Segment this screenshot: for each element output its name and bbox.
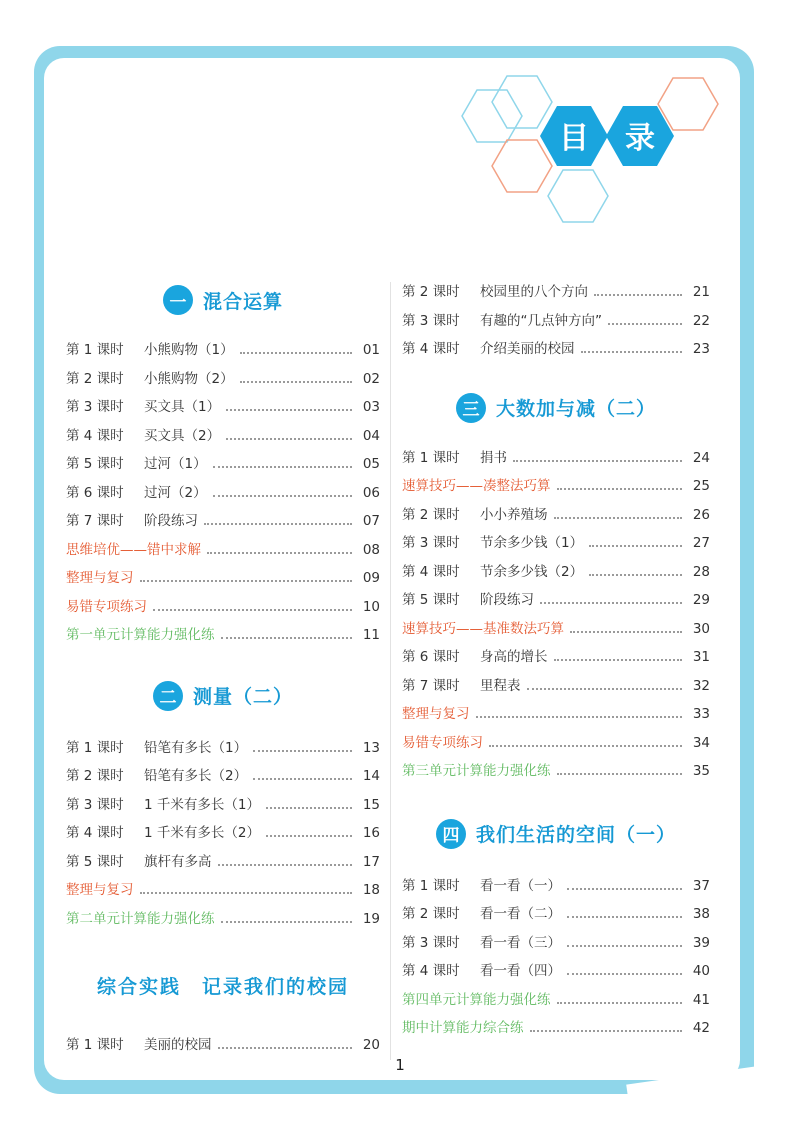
hexagon-outline-orange: [658, 78, 718, 130]
toc-page-number: 41: [692, 991, 710, 1008]
toc-entry-title: 小熊购物（1）: [144, 342, 234, 358]
toc-lesson-number: 第 6 课时: [402, 649, 460, 665]
toc-leader-dots: [530, 1030, 683, 1032]
toc-entry[interactable]: [402, 1014, 710, 1043]
toc-entry-title: 看一看（三）: [480, 934, 561, 951]
unit-heading: [402, 812, 710, 856]
toc-page-number: 34: [692, 734, 710, 751]
toc-entry[interactable]: [66, 791, 380, 820]
toc-entry-title: 整理与复习: [66, 882, 134, 898]
toc-entry[interactable]: [402, 872, 710, 901]
toc-page-number: 10: [362, 598, 380, 615]
title-char-1: 目: [559, 121, 589, 156]
hexagon-outline-blue: [462, 90, 522, 142]
toc-leader-dots: [221, 921, 353, 923]
toc-entry-title: 过河（1）: [144, 456, 207, 472]
toc-entry[interactable]: [402, 929, 710, 958]
toc-entry[interactable]: [66, 621, 380, 650]
toc-entry-title: 易错专项练习: [402, 734, 483, 751]
unit-title: 测量（二）: [192, 686, 293, 708]
toc-leader-dots: [140, 580, 353, 582]
toc-leader-dots: [589, 574, 682, 576]
toc-lesson-number: 第 4 课时: [66, 825, 124, 841]
toc-entry[interactable]: [402, 444, 710, 473]
toc-page-number: 30: [692, 620, 710, 637]
toc-entry[interactable]: [66, 848, 380, 877]
toc-entry[interactable]: [402, 700, 710, 729]
toc-entry-title: 看一看（一）: [480, 877, 561, 894]
toc-entry[interactable]: [402, 900, 710, 929]
toc-page-number: 32: [692, 677, 710, 694]
toc-entry-title: 第一单元计算能力强化练: [66, 627, 215, 643]
toc-page-number: 31: [692, 649, 710, 665]
toc-entry[interactable]: [66, 762, 380, 791]
toc-leader-dots: [527, 688, 683, 690]
toc-entry-title: 整理与复习: [66, 570, 134, 586]
toc-page-number: 37: [692, 877, 710, 894]
toc-leader-dots: [140, 892, 353, 894]
toc-page-number: 09: [362, 570, 380, 586]
toc-page-number: 14: [362, 768, 380, 784]
toc-entry[interactable]: [66, 336, 380, 365]
toc-entry[interactable]: [66, 905, 380, 934]
toc-leader-dots: [513, 460, 682, 462]
toc-entry-title: 铅笔有多长（2）: [144, 768, 248, 784]
toc-entry[interactable]: [402, 307, 710, 336]
toc-entry[interactable]: [402, 472, 710, 501]
toc-entry-title: 思维培优——错中求解: [66, 541, 201, 558]
toc-list: [402, 872, 710, 1043]
toc-leader-dots: [589, 545, 682, 547]
toc-leader-dots: [476, 716, 683, 718]
toc-page-number: 04: [362, 427, 380, 444]
toc-leader-dots: [557, 1002, 683, 1004]
toc-leader-dots: [554, 517, 683, 519]
toc-entry[interactable]: [402, 586, 710, 615]
unit-heading: [66, 963, 380, 1007]
toc-entry[interactable]: [402, 986, 710, 1015]
toc-entry[interactable]: [402, 501, 710, 530]
toc-lesson-number: 第 2 课时: [402, 506, 460, 523]
toc-lesson-number: 第 5 课时: [66, 456, 124, 472]
toc-page-number: 01: [362, 342, 380, 358]
unit-heading: [66, 674, 380, 718]
toc-entry[interactable]: [66, 393, 380, 422]
toc-entry[interactable]: [66, 507, 380, 536]
unit-number-badge: 三: [456, 393, 486, 423]
toc-leader-dots: [218, 1047, 353, 1049]
toc-page-number: 39: [692, 934, 710, 951]
toc-entry-title: 里程表: [480, 677, 521, 694]
toc-page-number: 21: [692, 284, 710, 300]
toc-page-number: 13: [362, 739, 380, 756]
toc-page-number: 26: [692, 506, 710, 523]
title-char-2: 录: [625, 121, 655, 156]
hexagon-outline-blue: [492, 76, 552, 128]
toc-page-number: 38: [692, 906, 710, 922]
toc-leader-dots: [213, 466, 352, 468]
toc-entry-title: 买文具（1）: [144, 399, 221, 415]
toc-leader-dots: [153, 609, 352, 611]
toc-entry-title: 易错专项练习: [66, 598, 147, 615]
toc-page-number: 28: [692, 563, 710, 580]
toc-entry-title: 阶段练习: [144, 513, 198, 529]
hexagon-outline-orange: [492, 140, 552, 192]
toc-leader-dots: [489, 745, 682, 747]
toc-entry[interactable]: [66, 450, 380, 479]
toc-list: [66, 734, 380, 934]
toc-entry[interactable]: [66, 536, 380, 565]
toc-lesson-number: 第 2 课时: [402, 906, 460, 922]
toc-lesson-number: 第 1 课时: [66, 342, 124, 358]
toc-leader-dots: [608, 323, 682, 325]
toc-entry-title: 美丽的校园: [144, 1037, 212, 1053]
toc-page-number: 17: [362, 853, 380, 870]
toc-page-number: 07: [362, 513, 380, 529]
toc-page-number: 25: [692, 478, 710, 494]
page-number: 1: [395, 1056, 405, 1074]
toc-entry-title: 阶段练习: [480, 592, 534, 608]
toc-entry-title: 速算技巧——凑整法巧算: [402, 478, 551, 494]
toc-leader-dots: [540, 602, 682, 604]
toc-entry-title: 有趣的“几点钟方向”: [480, 312, 602, 329]
unit-number-badge: 一: [163, 285, 193, 315]
toc-lesson-number: 第 1 课时: [402, 877, 460, 894]
hexagon-outline-blue: [548, 170, 608, 222]
toc-page-number: 18: [362, 882, 380, 898]
toc-entry[interactable]: [402, 729, 710, 758]
toc-lesson-number: 第 1 课时: [66, 739, 124, 756]
toc-entry[interactable]: [402, 335, 710, 364]
toc-page-number: 20: [362, 1037, 380, 1053]
toc-lesson-number: 第 1 课时: [402, 449, 460, 466]
toc-page-number: 23: [692, 341, 710, 357]
toc-page-number: 24: [692, 449, 710, 466]
toc-entry-title: 第四单元计算能力强化练: [402, 991, 551, 1008]
unit-title: 混合运算: [202, 290, 283, 313]
toc-lesson-number: 第 4 课时: [402, 963, 460, 979]
unit-heading: [66, 278, 380, 322]
toc-entry[interactable]: [66, 422, 380, 451]
unit-number-badge: 二: [153, 681, 183, 711]
toc-entry-title: 节余多少钱（1）: [480, 535, 584, 551]
toc-page-number: 16: [362, 825, 380, 841]
toc-leader-dots: [554, 659, 683, 661]
toc-entry-title: 速算技巧——基准数法巧算: [402, 620, 564, 637]
toc-leader-dots: [567, 916, 682, 918]
unit-title: 大数加与减（二）: [495, 398, 656, 420]
toc-lesson-number: 第 2 课时: [66, 768, 124, 784]
toc-leader-dots: [221, 637, 353, 639]
toc-leader-dots: [567, 888, 682, 890]
toc-entry-title: 小熊购物（2）: [144, 370, 234, 387]
unit-heading: [402, 386, 710, 430]
toc-entry-title: 旗杆有多高: [144, 853, 212, 870]
toc-entry-title: 小小养殖场: [480, 506, 548, 523]
toc-entry-title: 铅笔有多长（1）: [144, 739, 248, 756]
toc-entry-title: 1 千米有多长（1）: [144, 796, 260, 813]
toc-entry-title: 节余多少钱（2）: [480, 563, 584, 580]
toc-entry-title: 期中计算能力综合练: [402, 1020, 524, 1036]
unit-title: 我们生活的空间（一）: [475, 824, 676, 846]
toc-lesson-number: 第 6 课时: [66, 484, 124, 501]
toc-entry[interactable]: [66, 734, 380, 763]
toc-lesson-number: 第 4 课时: [402, 341, 460, 357]
toc-page-number: 06: [362, 484, 380, 501]
toc-entry[interactable]: [66, 593, 380, 622]
toc-entry-title: 看一看（二）: [480, 906, 561, 922]
toc-leader-dots: [567, 973, 682, 975]
toc-leader-dots: [204, 523, 352, 525]
toc-leader-dots: [240, 352, 352, 354]
toc-page-number: 08: [362, 541, 380, 558]
toc-lesson-number: 第 2 课时: [66, 370, 124, 387]
toc-entry[interactable]: [66, 479, 380, 508]
toc-lesson-number: 第 3 课时: [66, 796, 124, 813]
toc-lesson-number: 第 2 课时: [402, 284, 460, 300]
toc-list: [66, 1031, 380, 1060]
toc-leader-dots: [581, 351, 683, 353]
toc-entry-title: 第二单元计算能力强化练: [66, 910, 215, 927]
toc-page-number: 29: [692, 592, 710, 608]
toc-entry-title: 校园里的八个方向: [480, 284, 588, 300]
toc-entry[interactable]: [402, 558, 710, 587]
toc-leader-dots: [213, 495, 352, 497]
toc-lesson-number: 第 5 课时: [66, 853, 124, 870]
toc-leader-dots: [253, 778, 352, 780]
toc-page-number: 15: [362, 796, 380, 813]
toc-lesson-number: 第 7 课时: [402, 677, 460, 694]
toc-entry[interactable]: [402, 957, 710, 986]
toc-lesson-number: 第 3 课时: [402, 312, 460, 329]
toc-page-number: 19: [362, 910, 380, 927]
toc-entry-title: 买文具（2）: [144, 427, 221, 444]
toc-page-number: 27: [692, 535, 710, 551]
toc-entry-title: 介绍美丽的校园: [480, 341, 575, 357]
toc-leader-dots: [557, 488, 683, 490]
toc-leader-dots: [594, 294, 682, 296]
toc-list: [402, 444, 710, 786]
toc-entry[interactable]: [66, 819, 380, 848]
toc-leader-dots: [218, 864, 353, 866]
toc-page-number: 03: [362, 399, 380, 415]
toc-entry-title: 第三单元计算能力强化练: [402, 763, 551, 779]
toc-leader-dots: [557, 773, 683, 775]
toc-lesson-number: 第 3 课时: [66, 399, 124, 415]
column-divider: [390, 282, 391, 1060]
toc-lesson-number: 第 4 课时: [402, 563, 460, 580]
toc-entry[interactable]: [66, 365, 380, 394]
toc-leader-dots: [207, 552, 352, 554]
toc-entry-title: 捐书: [480, 449, 507, 466]
toc-entry[interactable]: [402, 615, 710, 644]
toc-leader-dots: [567, 945, 682, 947]
toc-lesson-number: 第 1 课时: [66, 1037, 124, 1053]
toc-lesson-number: 第 4 课时: [66, 427, 124, 444]
title-hexagons: [420, 66, 740, 236]
toc-entry-title: 整理与复习: [402, 706, 470, 722]
toc-entry[interactable]: [402, 672, 710, 701]
toc-entry-title: 过河（2）: [144, 484, 207, 501]
toc-leader-dots: [266, 835, 352, 837]
toc-entry-title: 身高的增长: [480, 649, 548, 665]
toc-page-number: 35: [692, 763, 710, 779]
toc-page-number: 05: [362, 456, 380, 472]
toc-page-number: 42: [692, 1020, 710, 1036]
toc-page-number: 33: [692, 706, 710, 722]
toc-list: [66, 336, 380, 650]
toc-leader-dots: [253, 750, 352, 752]
toc-entry[interactable]: [402, 529, 710, 558]
toc-entry-title: 1 千米有多长（2）: [144, 825, 260, 841]
toc-left-column: [66, 278, 380, 1060]
toc-page-number: 22: [692, 312, 710, 329]
unit-title: 综合实践 记录我们的校园: [96, 975, 349, 998]
toc-leader-dots: [570, 631, 682, 633]
toc-list: [402, 278, 710, 364]
unit-number-badge: 四: [436, 819, 466, 849]
toc-leader-dots: [266, 807, 352, 809]
toc-entry[interactable]: [402, 757, 710, 786]
toc-entry[interactable]: [402, 278, 710, 307]
toc-lesson-number: 第 7 课时: [66, 513, 124, 529]
toc-right-column: [402, 278, 710, 1043]
toc-leader-dots: [226, 438, 352, 440]
toc-entry[interactable]: [66, 876, 380, 905]
toc-page-number: 40: [692, 963, 710, 979]
toc-leader-dots: [240, 381, 352, 383]
toc-entry[interactable]: [402, 643, 710, 672]
toc-lesson-number: 第 5 课时: [402, 592, 460, 608]
toc-entry[interactable]: [66, 1031, 380, 1060]
toc-lesson-number: 第 3 课时: [402, 535, 460, 551]
toc-leader-dots: [226, 409, 352, 411]
toc-page-number: 02: [362, 370, 380, 387]
toc-entry-title: 看一看（四）: [480, 963, 561, 979]
toc-entry[interactable]: [66, 564, 380, 593]
toc-lesson-number: 第 3 课时: [402, 934, 460, 951]
toc-page-number: 11: [362, 627, 380, 643]
